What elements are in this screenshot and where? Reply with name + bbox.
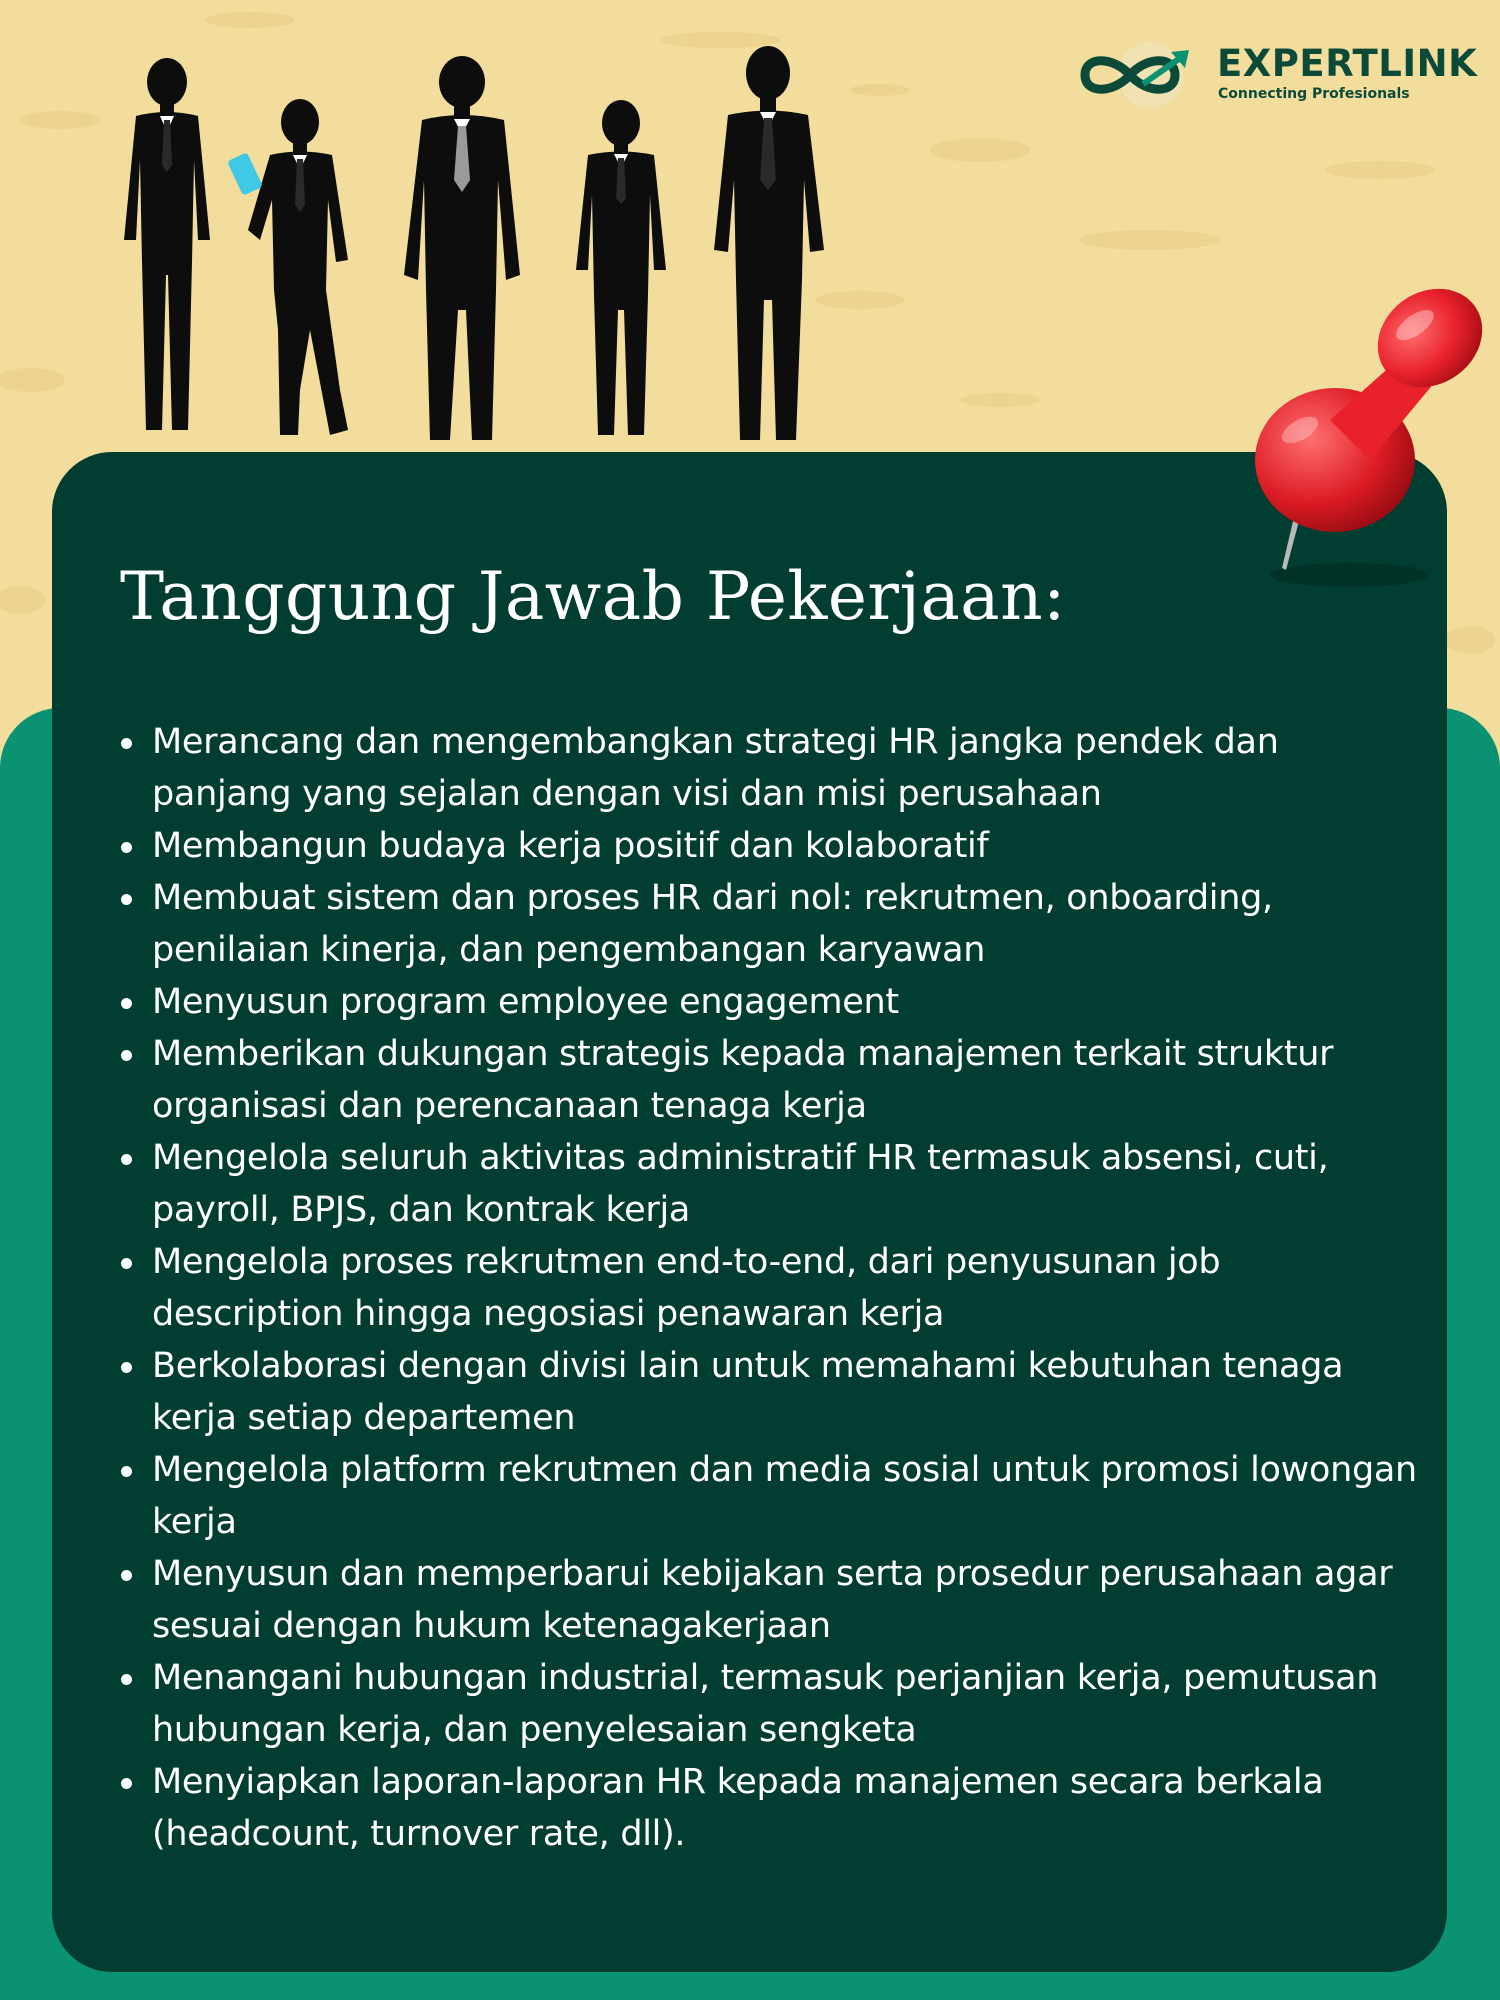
list-item: Membangun budaya kerja positif dan kolaboratif xyxy=(118,820,1418,872)
brand-name: EXPERTLINK xyxy=(1217,42,1478,85)
red-push-pin-icon xyxy=(1240,270,1500,600)
list-item: Menyusun program employee engagement xyxy=(118,976,1418,1028)
infinity-arrow-logo-icon xyxy=(1075,38,1215,113)
responsibilities-list xyxy=(118,716,1418,1860)
list-item: Membuat sistem dan proses HR dari nol: rekrutmen, onboarding, penilaian kinerja, dan pengembangan karyawan xyxy=(118,872,1418,976)
expertlink-logo xyxy=(1075,38,1490,113)
list-item: Mengelola proses rekrutmen end-to-end, dari penyusunan job description hingga negosiasi penawaran kerja xyxy=(118,1236,1418,1340)
businessmen-silhouettes xyxy=(100,30,860,460)
list-item: Menyusun dan memperbarui kebijakan serta prosedur perusahaan agar sesuai dengan hukum ketenagakerjaan xyxy=(118,1548,1418,1652)
list-item: Menangani hubungan industrial, termasuk perjanjian kerja, pemutusan hubungan kerja, dan penyelesaian sengketa xyxy=(118,1652,1418,1756)
list-item: Berkolaborasi dengan divisi lain untuk memahami kebutuhan tenaga kerja setiap departemen xyxy=(118,1340,1418,1444)
list-item: Merancang dan mengembangkan strategi HR jangka pendek dan panjang yang sejalan dengan visi dan misi perusahaan xyxy=(118,716,1418,820)
list-item: Memberikan dukungan strategis kepada manajemen terkait struktur organisasi dan perencanaan tenaga kerja xyxy=(118,1028,1418,1132)
list-item: Mengelola seluruh aktivitas administratif HR termasuk absensi, cuti, payroll, BPJS, dan kontrak kerja xyxy=(118,1132,1418,1236)
brand-tagline: Connecting Profesionals xyxy=(1218,86,1410,102)
section-heading: Tanggung Jawab Pekerjaan: xyxy=(120,558,1066,635)
list-item: Mengelola platform rekrutmen dan media sosial untuk promosi lowongan kerja xyxy=(118,1444,1418,1548)
list-item: Menyiapkan laporan-laporan HR kepada manajemen secara berkala (headcount, turnover rate, dll). xyxy=(118,1756,1418,1860)
